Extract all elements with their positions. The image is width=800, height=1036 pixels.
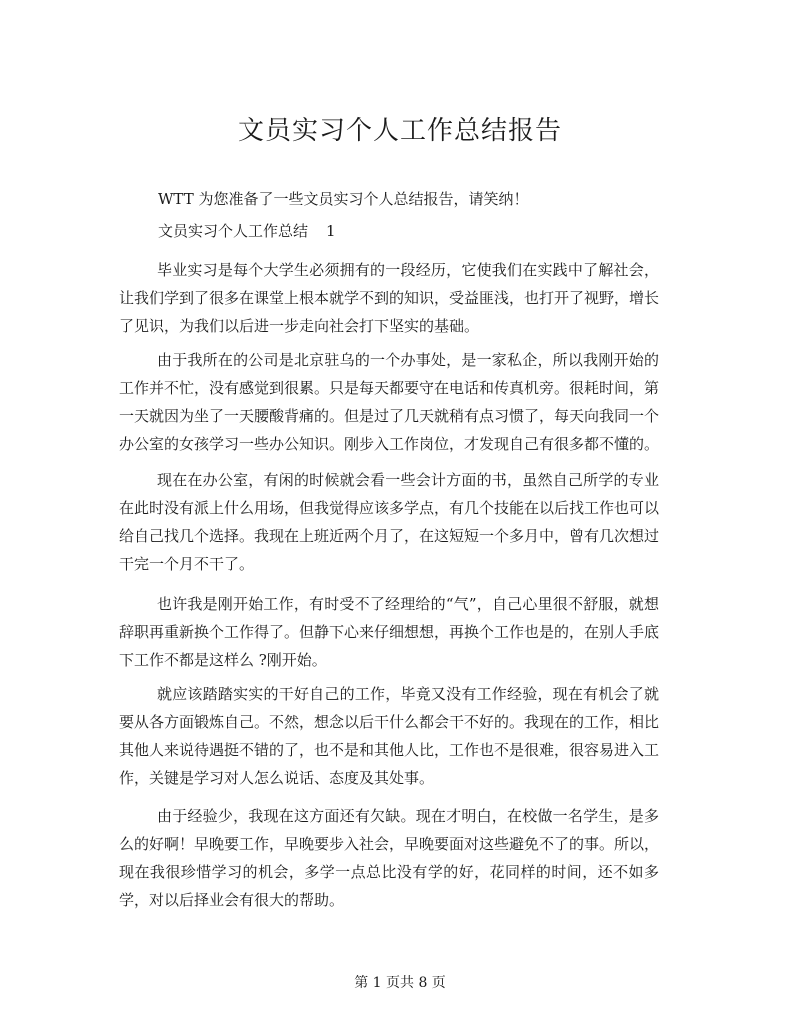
body-paragraph-4: 也许我是刚开始工作，有时受不了经理给的“气”，自己心里很不舒服，就想辞职再重新换个工作得了。但静下心来仔细想想，再换个工作也是的，在别人手底下工作不都是这样么 ?刚开始。 xyxy=(119,595,660,669)
intro-line: WTT 为您准备了一些文员实习个人总结报告，请笑纳！ xyxy=(158,190,529,208)
document-title: 文员实习个人工作总结报告 xyxy=(237,116,562,146)
body-paragraph-5: 就应该踏踏实实的干好自己的工作，毕竟又没有工作经验，现在有机会了就要从各方面锻炼自己。不然，想念以后干什么都会干不好的。我现在的工作，相比其他人来说待遇挺不错的了，也不是和其他人比，工作也不是很难，很容易进入工作，关键是学习对人怎么说话、态度及其处事。 xyxy=(119,685,660,787)
subtitle-text: 文员实习个人工作总结 xyxy=(158,222,309,240)
subtitle-number: 1 xyxy=(326,222,336,240)
body-paragraph-6: 由于经验少，我现在这方面还有欠缺。现在才明白，在校做一名学生，是多么的好啊！早晚要工作，早晚要步入社会，早晚要面对这些避免不了的事。所以，现在我很珍惜学习的机会，多学一点总比没有学的好，花同样的时间，还不如多学，对以后择业会有很大的帮助。 xyxy=(119,807,660,909)
body-paragraph-1: 毕业实习是每个大学生必须拥有的一段经历，它使我们在实践中了解社会，让我们学到了很多在课堂上根本就学不到的知识，受益匪浅，也打开了视野，增长了见识，为我们以后进一步走向社会打下坚实的基础。 xyxy=(119,261,660,335)
body-paragraph-2: 由于我所在的公司是北京驻乌的一个办事处，是一家私企，所以我刚开始的工作并不忙，没有感觉到很累。只是每天都要守在电话和传真机旁。很耗时间，第一天就因为坐了一天腰酸背痛的。但是过了几天就稍有点习惯了，每天向我同一个办公室的女孩学习一些办公知识。刚步入工作岗位，才发现自己有很多都不懂的。 xyxy=(119,351,660,453)
section-subtitle xyxy=(158,220,336,241)
page-number-footer: 第 1 页共 8 页 xyxy=(354,975,446,991)
body-paragraph-3: 现在在办公室，有闲的时候就会看一些会计方面的书，虽然自己所学的专业在此时没有派上什么用场，但我觉得应该多学点，有几个技能在以后找工作也可以给自己找几个选择。我现在上班近两个月了，在这短短一个多月中，曾有几次想过干完一个月不干了。 xyxy=(119,471,660,573)
